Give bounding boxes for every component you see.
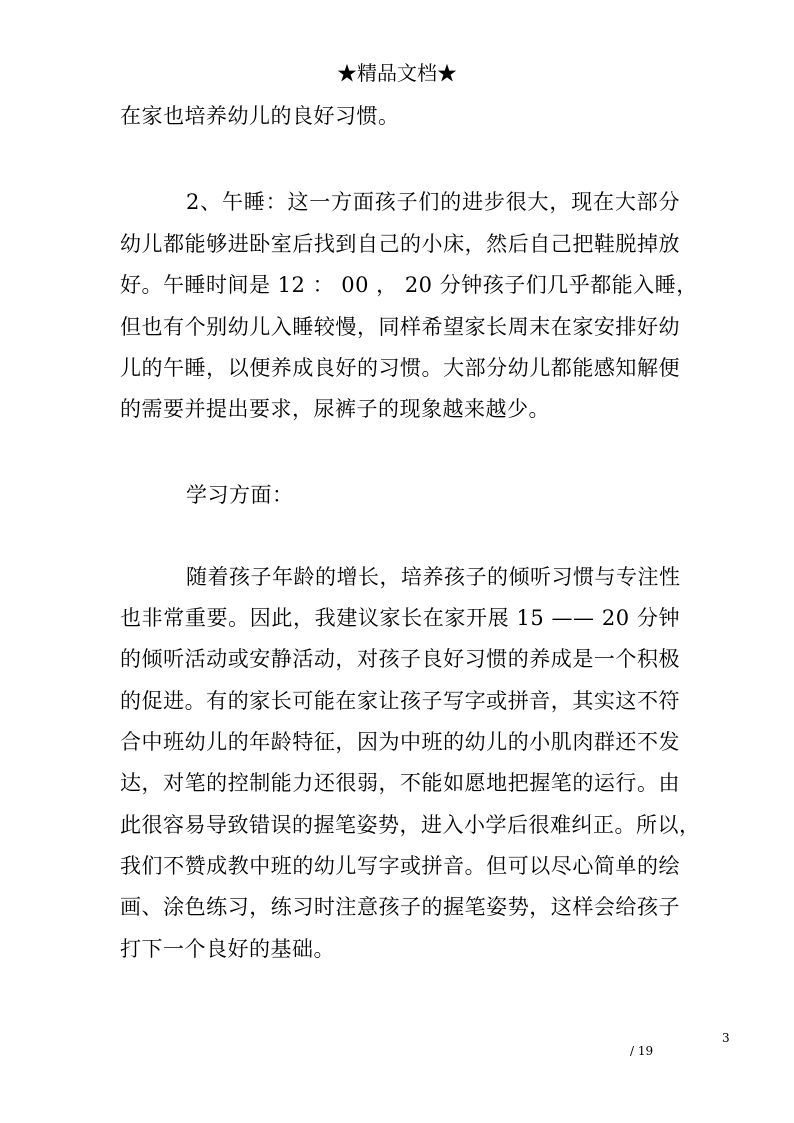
text-line: 画、涂色练习，练习时注意孩子的握笔姿势，这样会给孩子 (120, 895, 680, 919)
text-line: 合中班幼儿的年龄特征，因为中班的幼儿的小肌肉群还不发 (120, 730, 680, 754)
section-heading: 学习方面： (186, 483, 294, 507)
text-line: 在家也培养幼儿的良好习惯。 (120, 104, 400, 128)
document-header: ★精品文档★ (337, 61, 457, 85)
text-line: 达，对笔的控制能力还很弱，不能如愿地把握笔的运行。由 (120, 771, 680, 795)
text-line: 随着孩子年龄的增长，培养孩子的倾听习惯与专注性 (186, 565, 681, 589)
text-line: 幼儿都能够进卧室后找到自己的小床，然后自己把鞋脱掉放 (120, 232, 680, 256)
text-line: 2、午睡：这一方面孩子们的进步很大，现在大部分 (186, 190, 680, 214)
text-line: 也非常重要。因此，我建议家长在家开展 15 —— 20 分钟 (120, 606, 680, 630)
text-line: 好。午睡时间是 12 ： 00 ， 20 分钟孩子们几乎都能入睡， (120, 273, 698, 297)
text-line: 打下一个良好的基础。 (120, 937, 335, 961)
text-line: 我们不赞成教中班的幼儿写字或拼音。但可以尽心简单的绘 (120, 854, 680, 878)
text-line: 的倾听活动或安静活动，对孩子良好习惯的养成是一个积极 (120, 647, 680, 671)
text-line: 的需要并提出要求，尿裤子的现象越来越少。 (120, 397, 550, 421)
page-total: / 19 (630, 1044, 654, 1058)
text-line: 此很容易导致错误的握笔姿势，进入小学后很难纠正。所以， (120, 813, 701, 837)
page-number: 3 (722, 1031, 730, 1045)
text-line: 但也有个别幼儿入睡较慢，同样希望家长周末在家安排好幼 (120, 315, 680, 339)
text-line: 的促进。有的家长可能在家让孩子写字或拼音，其实这不符 (120, 689, 680, 713)
text-line: 儿的午睡，以便养成良好的习惯。大部分幼儿都能感知解便 (120, 356, 680, 380)
